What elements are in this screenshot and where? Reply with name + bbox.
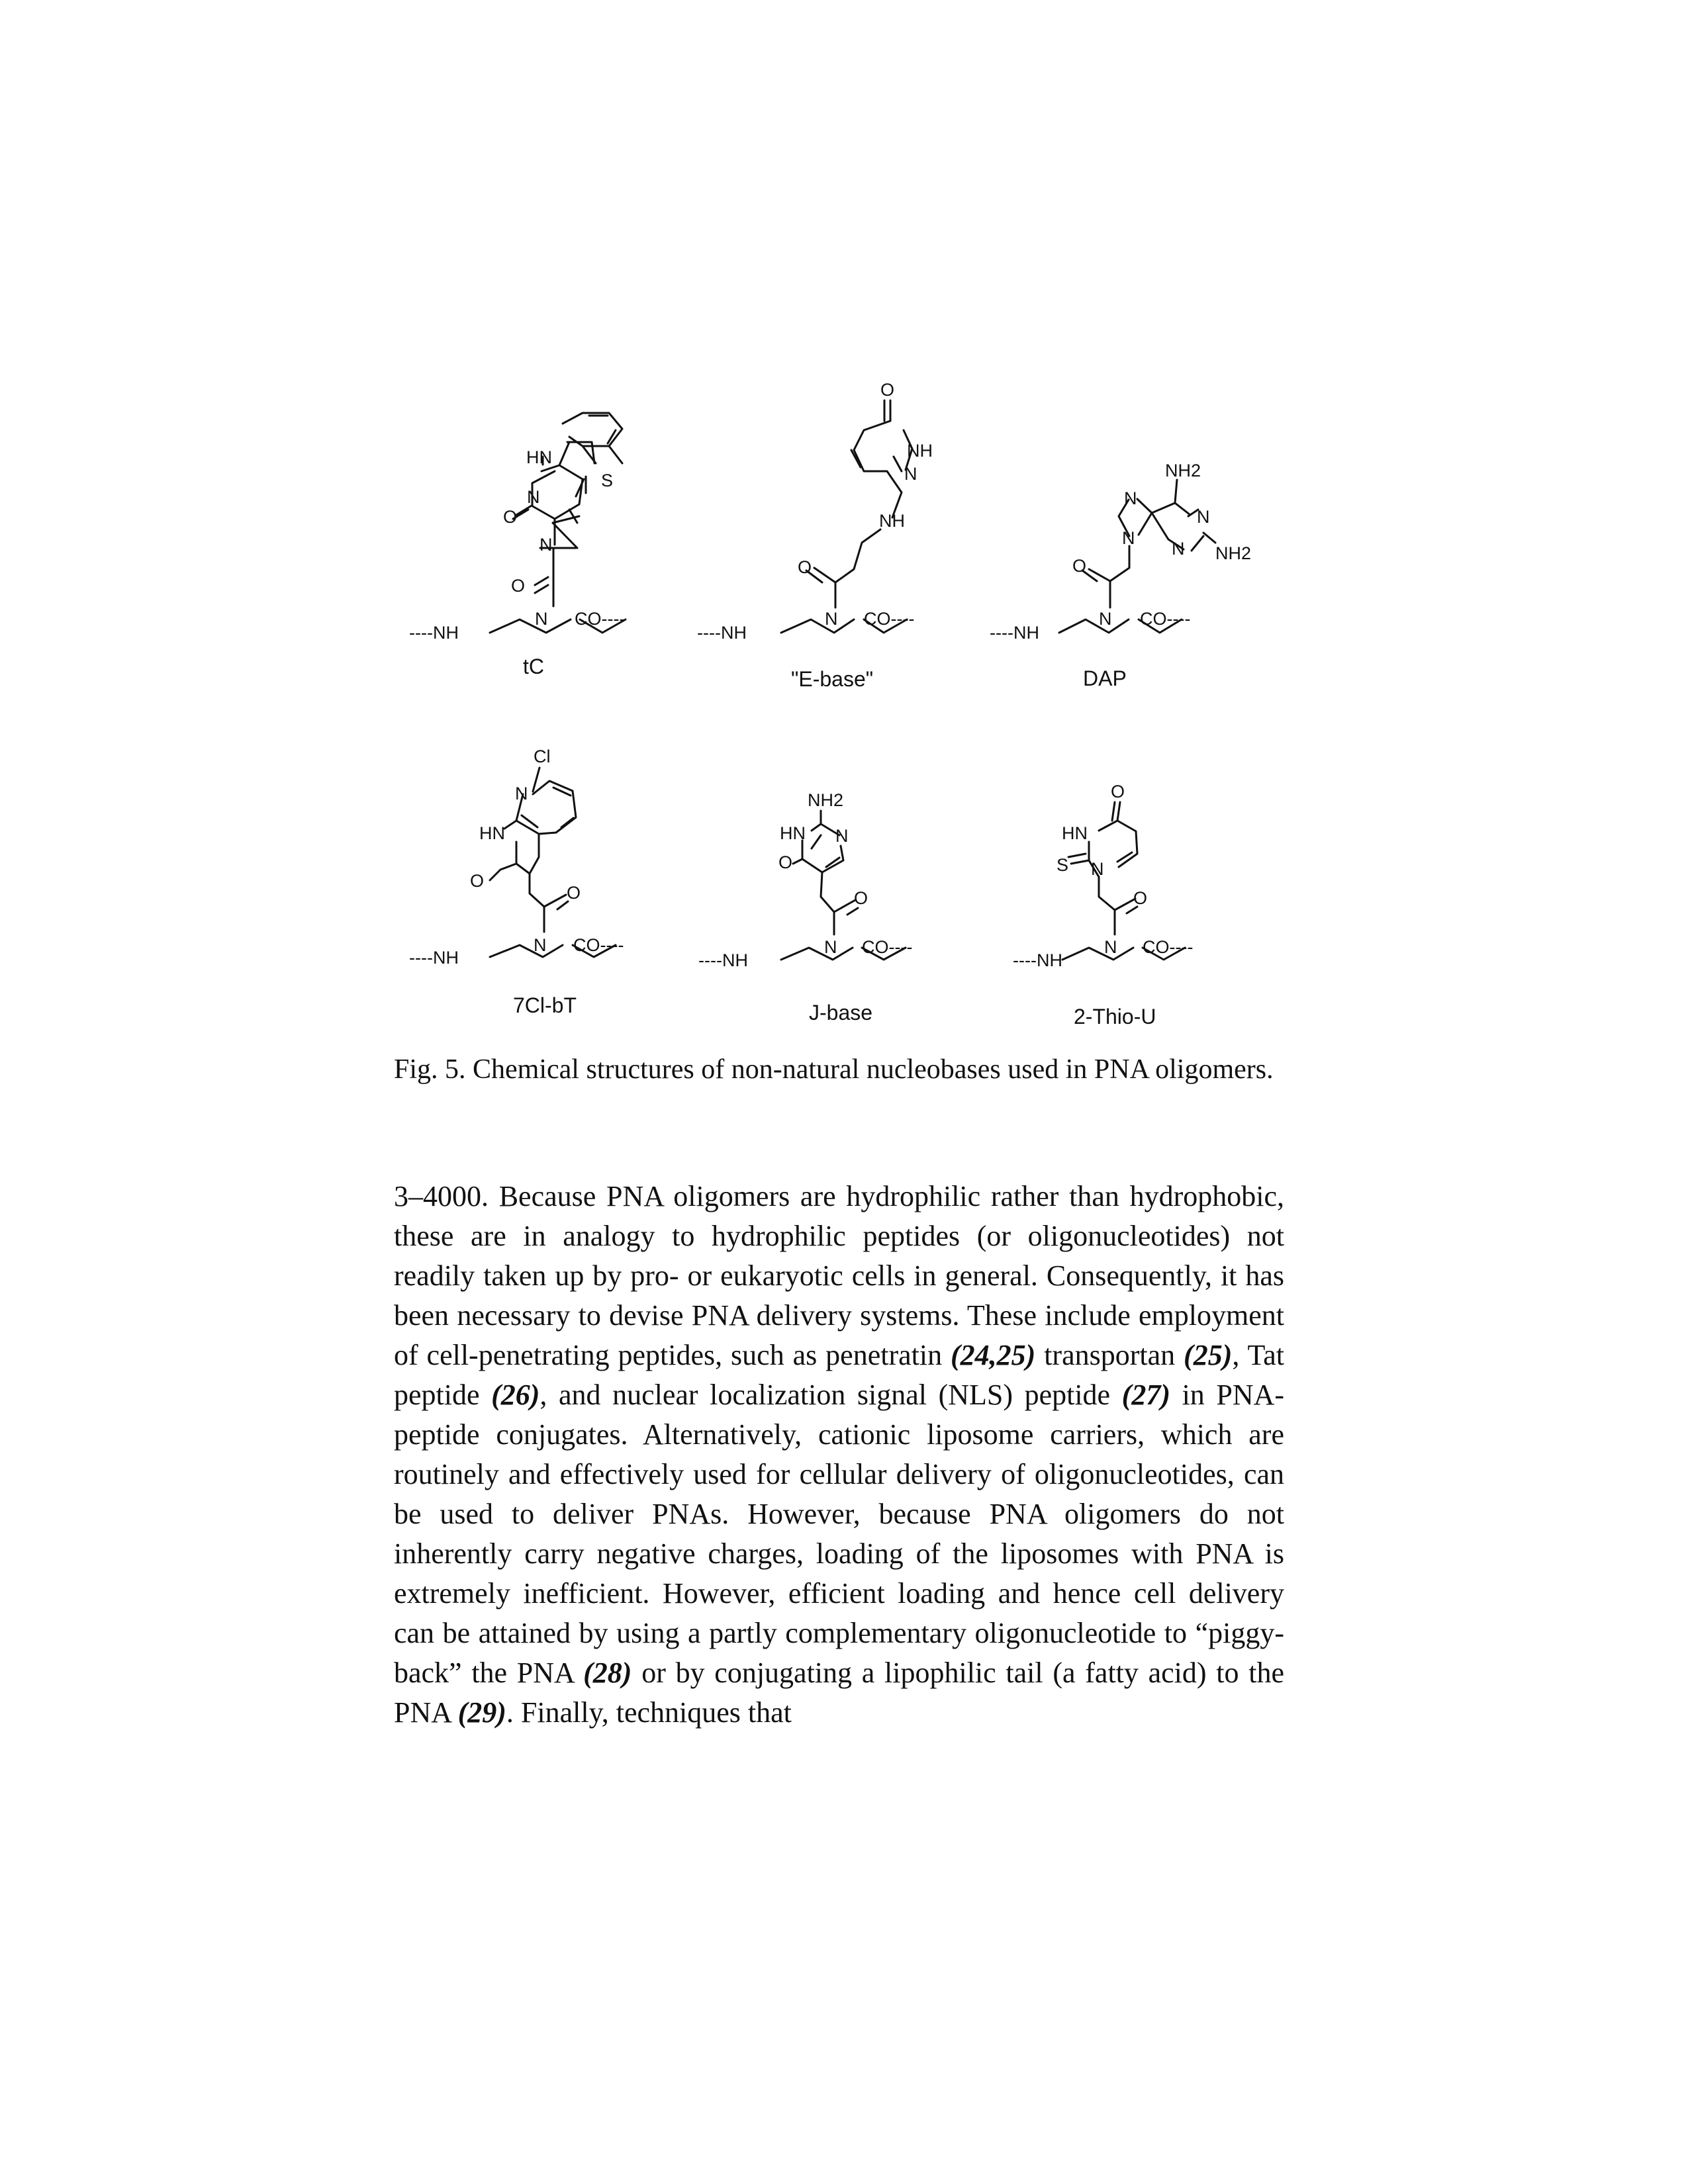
atom-n: N bbox=[1099, 609, 1112, 629]
atom-nh2: NH2 bbox=[1165, 461, 1201, 480]
atom-n: N bbox=[1091, 859, 1104, 879]
atom-n: N bbox=[539, 535, 553, 555]
atom-s: S bbox=[601, 471, 614, 490]
atom-backbone-left: ----NH bbox=[698, 950, 748, 970]
citation: (29) bbox=[457, 1696, 506, 1729]
atom-nh: NH bbox=[907, 441, 933, 461]
atom-hn: HN bbox=[526, 447, 552, 467]
body-text-segment: . Finally, techniques that bbox=[506, 1696, 792, 1729]
atom-backbone-right: CO---- bbox=[573, 935, 624, 955]
atom-backbone-right: CO---- bbox=[575, 609, 626, 629]
body-text-segment: , and nuclear localization signal (NLS) peptide bbox=[539, 1379, 1111, 1411]
atom-o: O bbox=[854, 888, 868, 908]
atom-o: O bbox=[567, 883, 581, 903]
atom-backbone-left: ----NH bbox=[990, 623, 1039, 643]
atom-n: N bbox=[1124, 488, 1137, 508]
atom-n: N bbox=[1104, 937, 1117, 957]
body-paragraph bbox=[394, 1177, 1284, 1733]
citation: (28) bbox=[583, 1657, 632, 1689]
structure-2-thio-u bbox=[1013, 782, 1193, 1028]
atom-n: N bbox=[1122, 528, 1135, 548]
atom-n: N bbox=[835, 826, 849, 846]
atom-n: N bbox=[535, 609, 548, 629]
atom-n: N bbox=[527, 487, 540, 507]
body-text-segment: , Tat peptide bbox=[394, 1339, 1285, 1411]
figure-caption: Fig. 5. Chemical structures of non-natural nucleobases used in PNA oligomers. bbox=[394, 1054, 1274, 1085]
atom-nh2: NH2 bbox=[808, 790, 844, 810]
atom-o: O bbox=[1133, 888, 1148, 908]
structure-j-base bbox=[698, 790, 912, 1024]
atom-o: O bbox=[503, 507, 518, 527]
atom-n: N bbox=[1172, 539, 1185, 559]
label-dap: DAP bbox=[1083, 666, 1127, 690]
label-2-thio-u: 2-Thio-U bbox=[1074, 1005, 1156, 1028]
atom-n: N bbox=[515, 784, 528, 803]
atom-n: N bbox=[825, 609, 838, 629]
label-j-base: J-base bbox=[809, 1001, 873, 1024]
structure-dap bbox=[990, 461, 1251, 690]
body-text-segment: or by conjugating a lipophilic tail (a fatty acid) to the PNA bbox=[394, 1657, 1285, 1729]
atom-backbone-right: CO---- bbox=[1143, 937, 1194, 957]
atom-n: N bbox=[1197, 507, 1210, 527]
atom-backbone-left: ----NH bbox=[409, 948, 459, 968]
atom-hn: HN bbox=[780, 823, 806, 843]
structure-tc bbox=[409, 413, 626, 678]
atom-backbone-left: ----NH bbox=[697, 623, 747, 643]
atom-o: O bbox=[880, 380, 895, 400]
atom-o: O bbox=[1111, 782, 1125, 801]
citation: (26) bbox=[491, 1379, 540, 1411]
atom-o: O bbox=[511, 576, 526, 596]
atom-o: O bbox=[470, 871, 485, 891]
atom-n: N bbox=[534, 935, 547, 955]
atom-o: O bbox=[778, 852, 793, 872]
body-text-segment: 3–4000. Because PNA oligomers are hydrophilic rather than hydrophobic, these are in analogy to hydrophilic peptides (or oligonucleotides) not readily taken up by pro- or eukaryotic cells in general. Consequently, it has been necessary to devise PNA delivery systems. These include employment of cell-penetrating peptides, such as penetratin bbox=[394, 1180, 1284, 1371]
citation: (25) bbox=[1184, 1339, 1233, 1371]
label-7cl-bt: 7Cl-bT bbox=[513, 993, 577, 1017]
atom-hn: HN bbox=[479, 823, 505, 843]
atom-n: N bbox=[904, 464, 917, 484]
atom-s: S bbox=[1056, 855, 1069, 875]
atom-backbone-right: CO---- bbox=[864, 609, 915, 629]
atom-backbone-left: ----NH bbox=[409, 623, 459, 643]
atom-o: O bbox=[1072, 556, 1087, 576]
atom-backbone-left: ----NH bbox=[1013, 950, 1062, 970]
atom-n: N bbox=[824, 937, 837, 957]
atom-backbone-right: CO---- bbox=[1140, 609, 1191, 629]
label-tc: tC bbox=[523, 655, 544, 678]
body-text-segment: transportan bbox=[1044, 1339, 1176, 1371]
atom-hn: HN bbox=[1062, 823, 1088, 843]
atom-o: O bbox=[798, 557, 812, 577]
atom-backbone-right: CO---- bbox=[862, 937, 913, 957]
structure-7cl-bt bbox=[409, 747, 624, 1017]
body-text-segment: in PNA-peptide conjugates. Alternatively, cationic liposome carriers, which are routinely and effectively used for cellular delivery of oligonucleotides, can be used to deliver PNAs. However, because PNA oligomers do not inherently carry negative charges, loading of the liposomes with PNA is extremely inefficient. However, efficient loading and hence cell delivery can be attained by using a partly complementary oligonucleotide to “piggy-back” the PNA bbox=[394, 1379, 1285, 1689]
structure-e-base bbox=[697, 380, 933, 691]
citation: (24,25) bbox=[950, 1339, 1036, 1371]
atom-cl: Cl bbox=[534, 747, 551, 766]
citation: (27) bbox=[1121, 1379, 1170, 1411]
figure-5-chemical-structures bbox=[0, 0, 1688, 1059]
label-e-base: "E-base" bbox=[791, 667, 874, 691]
atom-nh2: NH2 bbox=[1215, 543, 1252, 563]
atom-nh: NH bbox=[879, 511, 905, 531]
